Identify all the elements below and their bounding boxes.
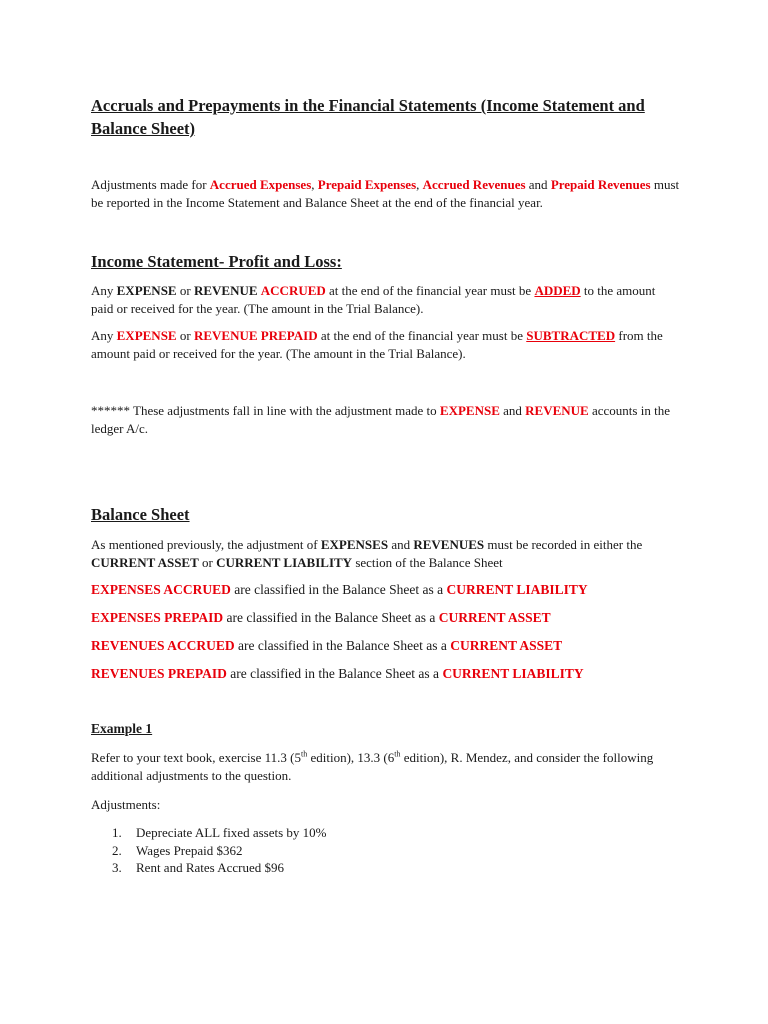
- classification-text: are classified in the Balance Sheet as a: [223, 610, 439, 625]
- para-text: edition), R. Mendez, and consider the following additional adjustments to the question.: [91, 750, 654, 783]
- para-text: from the amount paid or received for the year. (The amount in the Trial Balance).: [91, 328, 663, 361]
- expenses-term: EXPENSES: [320, 537, 389, 552]
- expense-term: EXPENSE: [439, 403, 500, 418]
- list-number: 2.: [112, 842, 122, 858]
- current-asset-term: CURRENT ASSET: [91, 554, 199, 570]
- expense-term: EXPENSE: [116, 283, 177, 298]
- intro-text: and: [525, 177, 551, 192]
- added-term: ADDED: [534, 283, 581, 298]
- para-text: must be recorded in either the: [484, 537, 643, 552]
- classification-line: [91, 637, 562, 655]
- classification-term: REVENUES ACCRUED: [91, 638, 235, 653]
- income-paragraph-accrued: [91, 282, 681, 317]
- example-paragraph: [91, 749, 681, 784]
- note-text: accounts in the ledger A/c.: [91, 403, 670, 436]
- accrued-revenues-term: Accrued Revenues: [422, 177, 526, 192]
- superscript: th: [300, 749, 308, 759]
- prepaid-expenses-term: Prepaid Expenses: [317, 177, 417, 192]
- revenue-prepaid-term: REVENUE PREPAID: [193, 328, 318, 343]
- intro-sep: ,: [416, 177, 423, 192]
- para-text: Any: [91, 328, 117, 343]
- balance-sheet-heading: Balance Sheet: [91, 505, 190, 524]
- classification-line: [91, 609, 551, 627]
- list-text: Rent and Rates Accrued $96: [136, 860, 285, 875]
- income-statement-heading: Income Statement- Profit and Loss:: [91, 252, 342, 271]
- prepaid-revenues-term: Prepaid Revenues: [550, 177, 651, 192]
- adjustments-list: [112, 824, 326, 877]
- classification-category: CURRENT LIABILITY: [446, 582, 588, 597]
- para-text: section of the Balance Sheet: [352, 554, 503, 570]
- list-item: [112, 859, 326, 877]
- expense-term: EXPENSE: [116, 328, 177, 343]
- current-liability-term: CURRENT LIABILITY: [216, 554, 353, 570]
- para-text: or: [176, 328, 194, 343]
- para-text: or: [198, 554, 217, 570]
- classification-text: are classified in the Balance Sheet as a: [234, 638, 451, 653]
- note-text: and: [499, 403, 526, 418]
- classification-category: CURRENT ASSET: [438, 610, 551, 625]
- intro-paragraph: [91, 176, 681, 211]
- classification-text: are classified in the Balance Sheet as a: [230, 582, 447, 597]
- intro-text: Adjustments made for: [91, 177, 210, 192]
- list-number: 3.: [112, 860, 122, 875]
- classification-line: [91, 581, 588, 599]
- para-text: Refer to your text book, exercise 11.3 (5: [91, 750, 301, 765]
- list-text: Depreciate ALL fixed assets by 10%: [136, 825, 327, 840]
- para-text: edition), 13.3 (6: [307, 750, 395, 765]
- para-text: at the end of the financial year must be: [325, 283, 535, 298]
- revenue-term: REVENUE: [193, 283, 258, 298]
- para-text: Any: [91, 283, 117, 298]
- revenues-term: REVENUES: [413, 537, 485, 552]
- example-heading: Example 1: [91, 721, 153, 736]
- adjustment-note: [91, 402, 681, 437]
- classification-term: EXPENSES ACCRUED: [91, 582, 231, 597]
- para-text: or: [176, 283, 194, 298]
- income-paragraph-prepaid: [91, 327, 681, 362]
- note-text: ****** These adjustments fall in line with the adjustment made to: [91, 403, 440, 418]
- para-text: As mentioned previously, the adjustment of: [91, 537, 321, 552]
- intro-text: must be reported in the Income Statement and Balance Sheet at the end of the financial year.: [91, 177, 680, 210]
- accrued-term: ACCRUED: [260, 283, 326, 298]
- revenue-term: REVENUE: [525, 403, 589, 418]
- classification-term: REVENUES PREPAID: [91, 666, 227, 681]
- classification-category: CURRENT ASSET: [450, 638, 563, 653]
- classification-term: EXPENSES PREPAID: [91, 610, 224, 625]
- classification-category: CURRENT LIABILITY: [442, 666, 584, 681]
- classification-text: are classified in the Balance Sheet as a: [226, 666, 443, 681]
- accrued-expenses-term: Accrued Expenses: [209, 177, 312, 192]
- adjustments-label: Adjustments:: [91, 797, 161, 812]
- document-title: Accruals and Prepayments in the Financial Statements (Income Statement and Balance Sheet): [91, 96, 645, 138]
- list-number: 1.: [112, 825, 122, 840]
- intro-sep: ,: [311, 177, 318, 192]
- para-text: and: [388, 537, 414, 552]
- list-text: Wages Prepaid $362: [136, 842, 243, 858]
- classification-line: [91, 665, 584, 683]
- balance-sheet-paragraph: [91, 536, 681, 571]
- list-item: [112, 842, 326, 860]
- list-item: [112, 824, 326, 842]
- subtracted-term: SUBTRACTED: [526, 328, 616, 343]
- para-text: at the end of the financial year must be: [317, 328, 527, 343]
- para-text: to the amount paid or received for the year. (The amount in the Trial Balance).: [91, 283, 656, 316]
- superscript: th: [394, 749, 401, 759]
